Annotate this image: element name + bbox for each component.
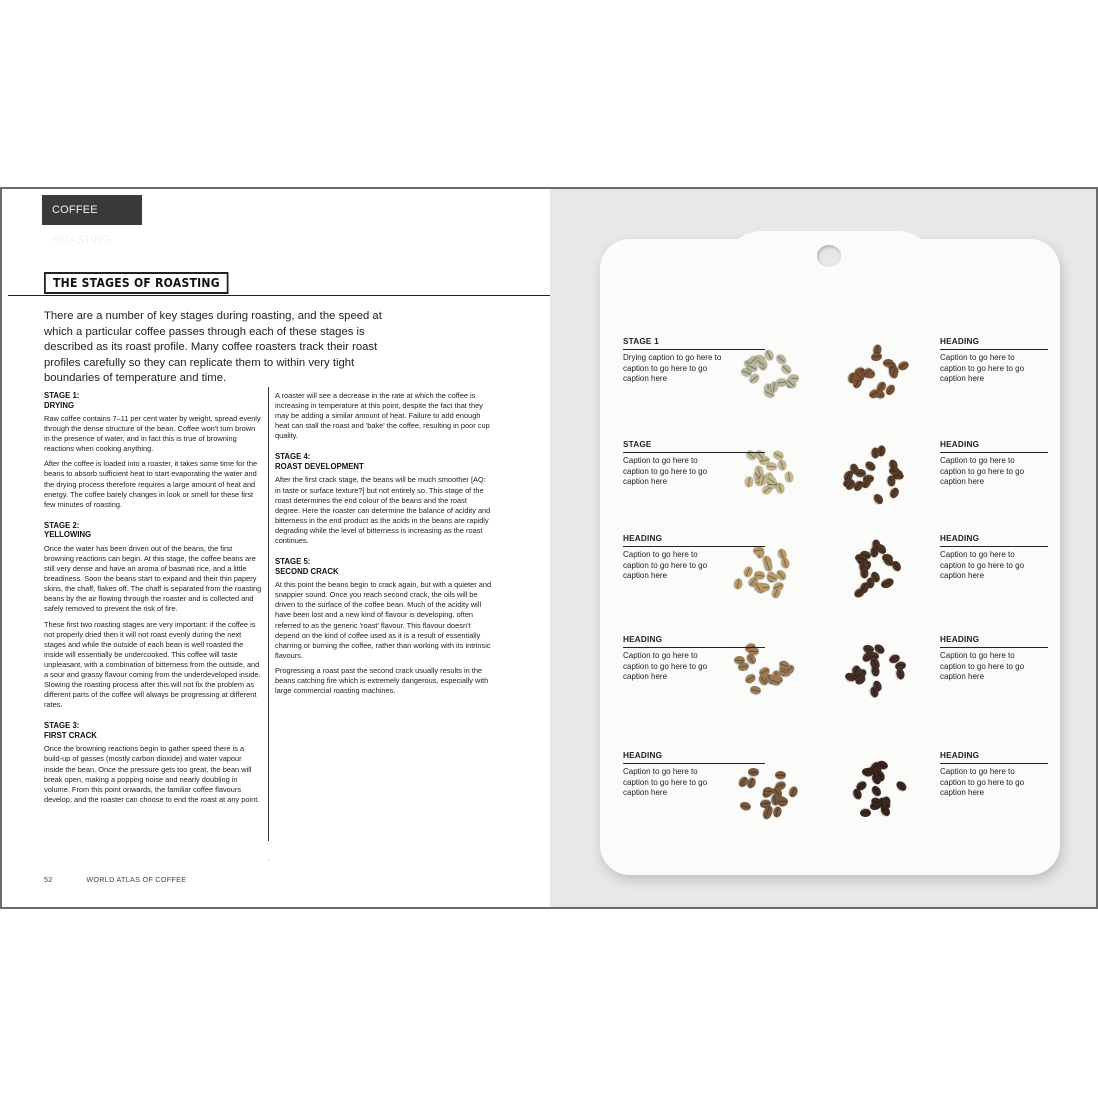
coffee-bean: [777, 459, 788, 472]
column-divider: [268, 387, 269, 841]
bean-cluster: [728, 639, 800, 707]
coffee-bean: [895, 779, 909, 792]
stage-3-continued-paragraph: A roaster will see a decrease in the rate at which the coffee is increasing in temperature at this point, despite the fact that they may be adding a similar amount of heat. Failure to add enough heat can stall the roast and 'bake' the coffee, resulting in poor cup quality.: [275, 391, 490, 441]
coffee-bean: [748, 767, 759, 775]
book-spread: [0, 187, 1098, 909]
left-page: [2, 189, 550, 907]
stage-2-paragraph-1: Once the water has been driven out of the beans, the first browning reactions can begin. At this stage, the coffee beans are still very dense and have an aroma of basmati rice, and a little breadiness. Soon the beans start to expand and their thin papery skins, the chaff, flakes off. The chaff is separated from the roasting beans by the air flowing through the roaster and is collected and safely removed to prevent the risk of fire.: [44, 543, 262, 614]
stage-5-heading: STAGE 5: SECOND CRACK: [275, 557, 339, 576]
board-hole: [817, 245, 841, 267]
coffee-bean: [763, 559, 774, 572]
bean-cluster: [840, 444, 912, 512]
coffee-bean: [872, 492, 885, 506]
coffee-bean: [889, 487, 901, 500]
stage-2-paragraph-2: These first two roasting stages are very important: if the coffee is not properly dried then it will not roast evenly during the next stages and while the outside of each bean is well roasted the inside will essentially be undercooked. This coffee will taste unpleasant, with a combination of bitterness from the outside, and a sour and grassy flavour coming from the underdeveloped inside. Slowing the roasting process after this will not fix the problem as different parts of the coffee will always be progressing at different rates.: [44, 619, 261, 710]
caption-right-4: HEADING Caption to go here to caption to go here to go caption here: [940, 635, 1042, 682]
coffee-bean: [775, 771, 786, 779]
stage-1-paragraph-2: After the coffee is loaded into a roaster, it takes some time for the beans to absorb sufficient heat to start evaporating the water and the drying process therefore requires a large amount of heat and energy. The coffee barely changes in look or smell for these first few minutes of roasting.: [44, 459, 258, 509]
coffee-bean: [743, 672, 757, 685]
coffee-bean: [745, 476, 754, 488]
book-title: WORLD ATLAS OF COFFEE: [86, 875, 187, 884]
caption-right-5: HEADING Caption to go here to caption to go here to go caption here: [940, 751, 1042, 798]
caption-left-3: HEADING Caption to go here to caption to go here to go caption here: [623, 534, 725, 581]
section-tag: COFFEE ROASTING: [42, 195, 142, 225]
bean-cluster: [840, 539, 912, 607]
coffee-bean: [739, 800, 752, 811]
bean-cluster: [730, 759, 802, 827]
coffee-bean: [860, 809, 871, 818]
caption-left-4: HEADING Caption to go here to caption to go here to go caption here: [623, 635, 725, 682]
caption-right-3: HEADING Caption to go here to caption to go here to go caption here: [940, 534, 1042, 581]
bean-cluster: [840, 639, 912, 707]
right-page-photo: [550, 189, 1098, 907]
bean-cluster: [726, 539, 798, 607]
caption-right-1: HEADING Caption to go here to caption to go here to go caption here: [940, 337, 1042, 384]
coffee-bean: [866, 577, 875, 588]
coffee-bean: [785, 471, 795, 483]
coffee-bean: [780, 557, 791, 570]
heading-rule: [8, 295, 550, 296]
coffee-bean: [733, 577, 743, 589]
caption-right-2: HEADING Caption to go here to caption to go here to go caption here: [940, 440, 1042, 487]
text-column-1: [44, 391, 262, 810]
column-end-mark: ·: [268, 857, 270, 863]
page-number: 52: [44, 875, 53, 884]
caption-left-1: STAGE 1 Drying caption to go here to caption to go here to go caption here: [623, 337, 725, 384]
coffee-bean: [737, 662, 749, 672]
coffee-bean: [787, 785, 799, 798]
coffee-bean: [870, 784, 883, 798]
caption-left-2: STAGE Caption to go here to caption to go here to go caption here: [623, 440, 725, 487]
stage-4-heading: STAGE 4: ROAST DEVELOPMENT: [275, 452, 364, 471]
caption-left-5: HEADING Caption to go here to caption to go here to go caption here: [623, 751, 725, 798]
bean-cluster: [730, 444, 802, 512]
coffee-bean: [880, 578, 893, 588]
coffee-bean: [775, 481, 786, 494]
stage-3-heading: STAGE 3: FIRST CRACK: [44, 721, 97, 740]
coffee-bean: [772, 806, 782, 819]
coffee-bean: [872, 447, 880, 458]
stage-2-heading: STAGE 2: YELLOWING: [44, 520, 92, 540]
intro-paragraph: There are a number of key stages during roasting, and the speed at which a particular coffee passes through each of these stages is described as its roast profile. Many coffee roasters track their roast profiles carefully so they can replicate them to within very tight boundaries of temperature and time.: [44, 310, 382, 385]
stage-1-heading: STAGE 1: DRYING: [44, 391, 80, 410]
stage-5-paragraph-2: Progressing a roast past the second crack usually results in the beans catching fire which is extremely dangerous, especially with large commercial roasting machines.: [275, 665, 489, 696]
bean-cluster: [842, 339, 914, 407]
serving-board: [600, 239, 1060, 875]
coffee-bean: [749, 685, 761, 695]
bean-cluster: [840, 759, 912, 827]
coffee-bean: [897, 360, 910, 372]
text-column-2: [275, 391, 493, 701]
stage-3-paragraph-1: Once the browning reactions begin to gather speed there is a build-up of gasses (mostly carbon dioxide) and water vapour inside the bean. Once the pressure gets too great, the bean will break open, making a popping noise and nearly doubling in volume. From this point onwards, the familiar coffee flavours develop, and the roaster can choose to end the roast at any point.: [44, 744, 260, 804]
page-footer: [44, 875, 186, 884]
board-handle: [725, 231, 935, 291]
stage-1-paragraph-1: Raw coffee contains 7–11 per cent water by weight, spread evenly through the dense structure of the bean. Coffee won't turn brown in the presence of water, and in fact this is true of browning reactions when cooking anything.: [44, 414, 261, 454]
stage-5-paragraph-1: At this point the beans begin to crack again, but with a quieter and snappier sound. Once you reach second crack, the oils will be driven to the surface of the coffee bean. Much of the acidity will have been lost and a new kind of flavour is developing, often referred to as the generic 'roast' flavour. This flavour doesn't depend on the kind of coffee used as it is a result of essentially charring or burning the coffee, rather than working with its intrinsic flavours.: [275, 580, 492, 660]
coffee-bean: [779, 363, 793, 376]
page-heading: THE STAGES OF ROASTING: [44, 272, 229, 294]
coffee-bean: [769, 381, 779, 393]
stage-4-paragraph-1: After the first crack stage, the beans will be much smoother [AQ: in taste or surface texture?] but not entirely so. This stage of the roast determines the end colour of the beans and the roast degree. Here the roaster can determine the balance of acidity and bitterness in the end product as the acids in the beans are rapidly degrading while the level of bitterness is increasing as the roast continues.: [275, 475, 491, 546]
coffee-bean: [870, 353, 882, 362]
